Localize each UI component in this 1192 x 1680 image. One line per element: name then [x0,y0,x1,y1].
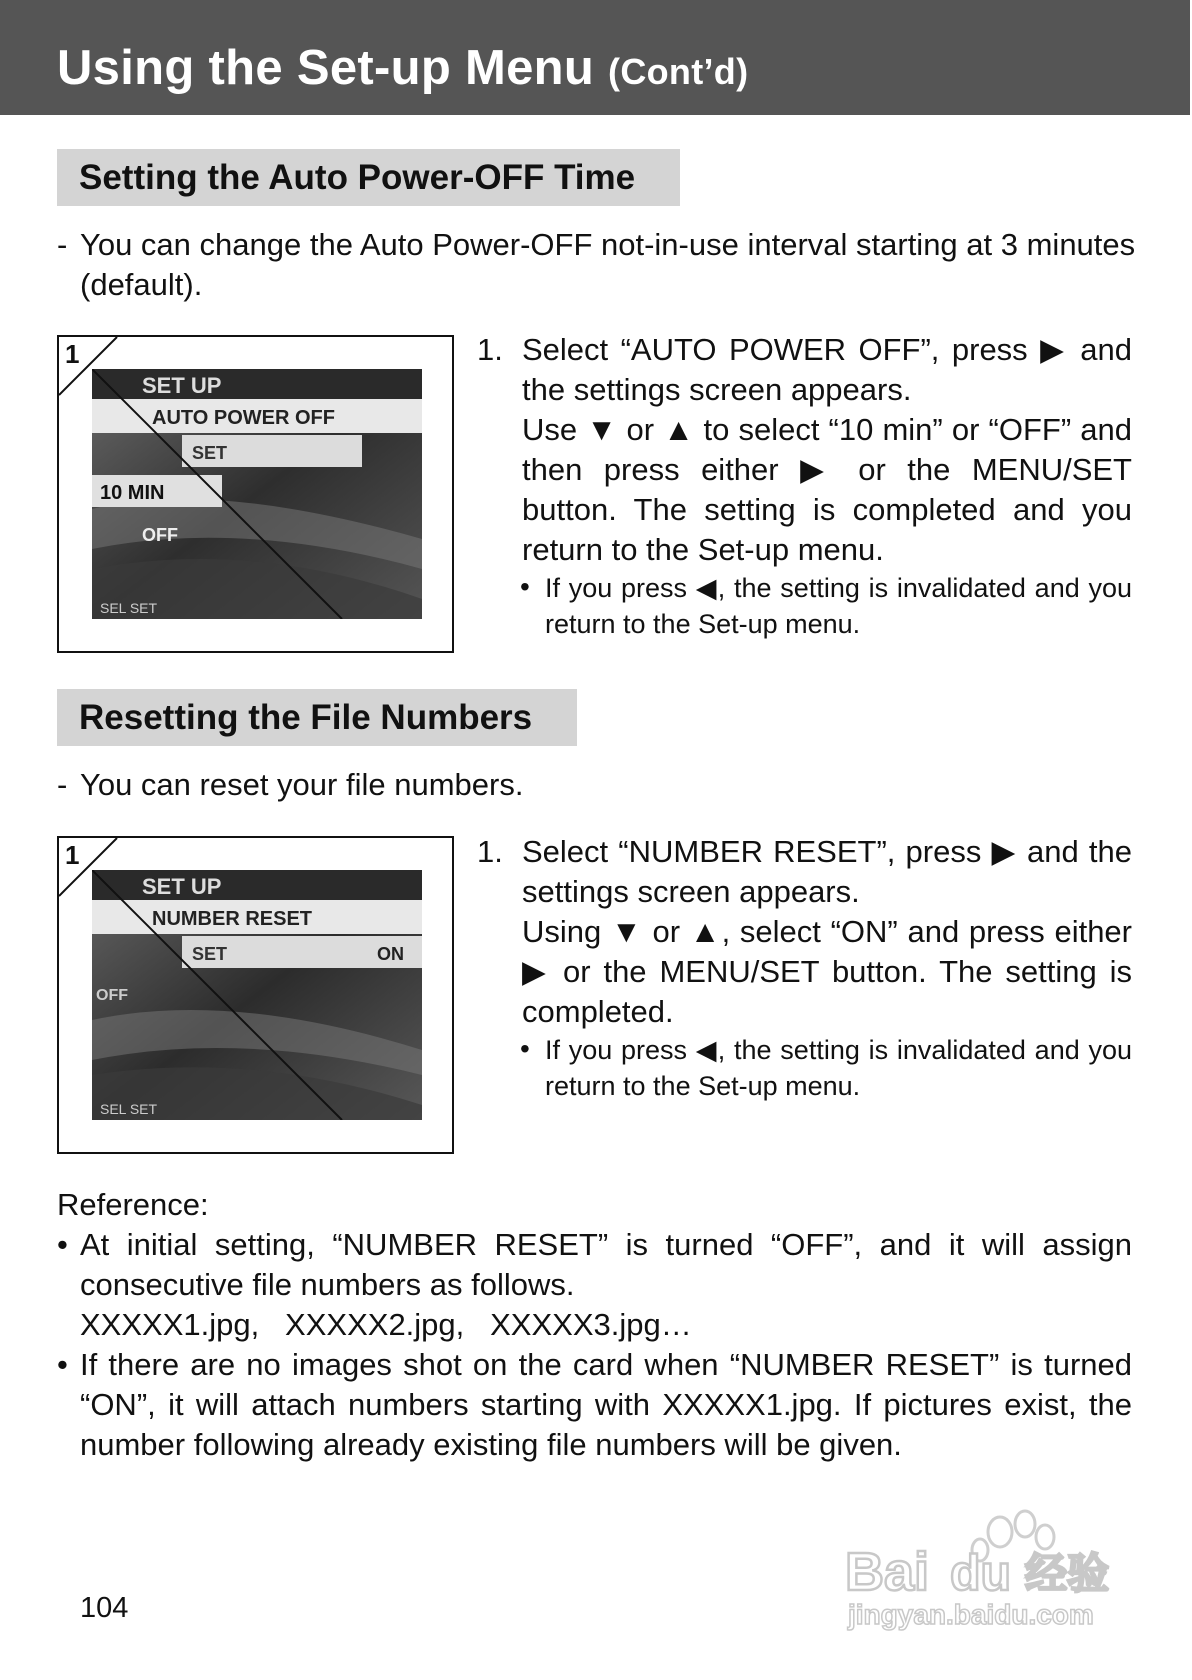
reference-text-line: If there are no images shot on the card when “NUMBER RESET” is turned [80,1347,1132,1382]
screen-option: OFF [96,987,128,1004]
bullet-marker: • [57,1347,68,1382]
intro-text-line: You can reset your file numbers. [80,767,524,802]
figure-frame-number-reset [57,836,454,1154]
figure-label: 1 [65,840,80,870]
page-header [0,0,1190,115]
screen-option: OFF [142,525,178,545]
step-text-line: ▶ or the MENU/SET button. The setting is [522,954,1132,989]
screen-menu-item: AUTO POWER OFF [152,407,335,429]
step-text-line: completed. [522,994,674,1029]
screen-footer: SEL SET [100,600,158,616]
screen-value: ON [377,944,404,964]
svg-text:Bai: Bai [845,1542,930,1602]
screen-menu-item: NUMBER RESET [152,908,313,930]
reference-text-line: number following already existing file numbers will be given. [80,1427,902,1462]
reference-text-line: consecutive file numbers as follows. [80,1267,575,1302]
svg-text:jingyan.baidu.com: jingyan.baidu.com [848,1599,1094,1630]
screen-title: SET UP [142,373,222,398]
step-text-line: Use ▼ or ▲ to select “10 min” or “OFF” and [522,412,1132,447]
screen-footer: SEL SET [100,1101,158,1117]
intro-text-line: You can change the Auto Power-OFF not-in-use interval starting at 3 minutes [80,227,1136,262]
step-text-line: the settings screen appears. [522,372,912,407]
screen-title: SET UP [142,874,222,899]
intro-text-line: (default). [80,267,203,302]
figure-label: 1 [65,339,80,369]
figure-frame-auto-power-off [57,335,454,653]
step-text-line: settings screen appears. [522,874,860,909]
baidu-watermark-logo [840,1502,1130,1632]
step-text-line: Using ▼ or ▲, select “ON” and press either [522,914,1132,949]
svg-text:du: du [950,1545,1012,1601]
page-title-text: Using the Set-up Menu [57,41,595,95]
step-text-line: Select “AUTO POWER OFF”, press ▶ and [522,332,1132,367]
bullet-marker: • [57,1227,68,1262]
camera-screen-auto-power-off [92,369,422,619]
svg-text:经验: 经验 [1025,1549,1110,1598]
step-text-line: then press either ▶ or the MENU/SET [522,452,1132,487]
dash-marker: - [57,227,68,262]
step-number: 1. [477,834,503,869]
screen-sub-item: SET [192,443,228,463]
screen-option: 10 MIN [100,482,165,504]
reference-filename-example: XXXXX1.jpg, XXXXX2.jpg, XXXXX3.jpg… [80,1307,692,1342]
bullet-marker: • [520,1033,530,1064]
step-text-line: return to the Set-up menu. [522,532,884,567]
section-heading-auto-power-off [57,149,680,206]
step-text-line: button. The setting is completed and you [522,492,1132,527]
dash-marker: - [57,767,68,802]
page-title-suffix: (Cont’d) [608,51,749,92]
note-text-line: return to the Set-up menu. [545,1071,861,1101]
bullet-marker: • [520,571,530,602]
step-number: 1. [477,332,503,367]
page-title [57,40,748,96]
note-text-line: return to the Set-up menu. [545,609,861,639]
camera-screen-number-reset [92,870,422,1120]
screen-sub-item: SET [192,944,228,964]
step-text-line: Select “NUMBER RESET”, press ▶ and the [522,834,1132,869]
reference-label: Reference: [57,1187,209,1222]
page-number: 104 [80,1592,129,1624]
section-heading-text: Setting the Auto Power-OFF Time [79,158,636,197]
section-heading-file-numbers [57,689,577,746]
section-heading-text: Resetting the File Numbers [79,698,533,737]
note-text-line: If you press ◀, the setting is invalidated and you [545,573,1132,603]
reference-text-line: At initial setting, “NUMBER RESET” is turned “OFF”, and it will assign [80,1227,1132,1262]
reference-text-line: “ON”, it will attach numbers starting with XXXXX1.jpg. If pictures exist, the [80,1387,1132,1422]
note-text-line: If you press ◀, the setting is invalidated and you [545,1035,1132,1065]
